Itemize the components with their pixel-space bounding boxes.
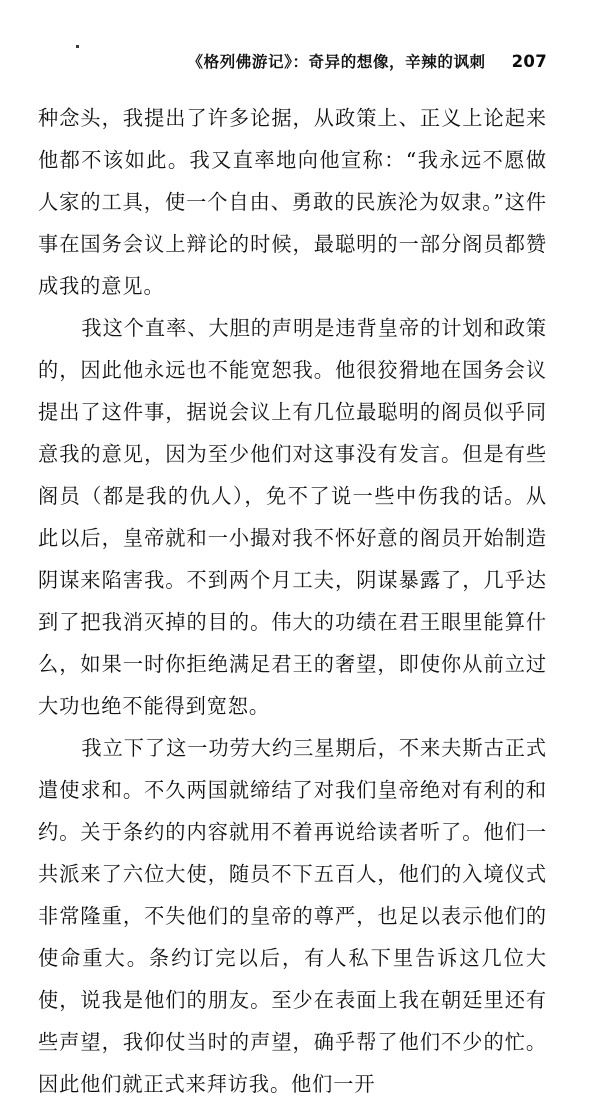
page-number: 207 (511, 52, 547, 71)
running-head-title: 《格列佛游记》：奇异的想像，辛辣的讽刺 (187, 52, 486, 71)
body-text-block (38, 97, 547, 1105)
paragraph: 我这个直率、大胆的声明是违背皇帝的计划和政策的，因此他永远也不能宽恕我。他很狡猾地在国务会议提出了这件事，据说会议上有几位最聪明的阁员似乎同意我的意见，因为至少他们对这事没有发言。但是有些阁员（都是我的仇人），免不了说一些中伤我的话。从此以后，皇帝就和一小撮对我不怀好意的阁员开始制造阴谋来陷害我。不到两个月工夫，阴谋暴露了，几乎达到了把我消灭掉的目的。伟大的功绩在君王眼里能算什么，如果一时你拒绝满足君王的奢望，即使你从前立过大功也绝不能得到宽恕。 (38, 316, 547, 718)
paragraph-continued: 种念头，我提出了许多论据，从政策上、正义上论起来他都不该如此。我又直率地向他宣称：“我永远不愿做人家的工具，使一个自由、勇敢的民族沦为奴隶。”这件事在国务会议上辩论的时候，最聪明的一部分阁员都赞成我的意见。 (38, 106, 547, 298)
running-head (38, 50, 547, 76)
paragraph: 我立下了这一功劳大约三星期后，不来夫斯古正式遣使求和。不久两国就缔结了对我们皇帝绝对有利的和约。关于条约的内容就用不着再说给读者听了。他们一共派来了六位大使，随员不下五百人，他们的入境仪式非常隆重，不失他们的皇帝的尊严，也足以表示他们的使命重大。条约订完以后，有人私下里告诉这几位大使，说我是他们的朋友。至少在表面上我在朝廷里还有些声望，我仰仗当时的声望，确乎帮了他们不少的忙。因此他们就正式来拜访我。他们一开 (38, 736, 547, 1096)
scan-artifact-speck (76, 45, 79, 48)
